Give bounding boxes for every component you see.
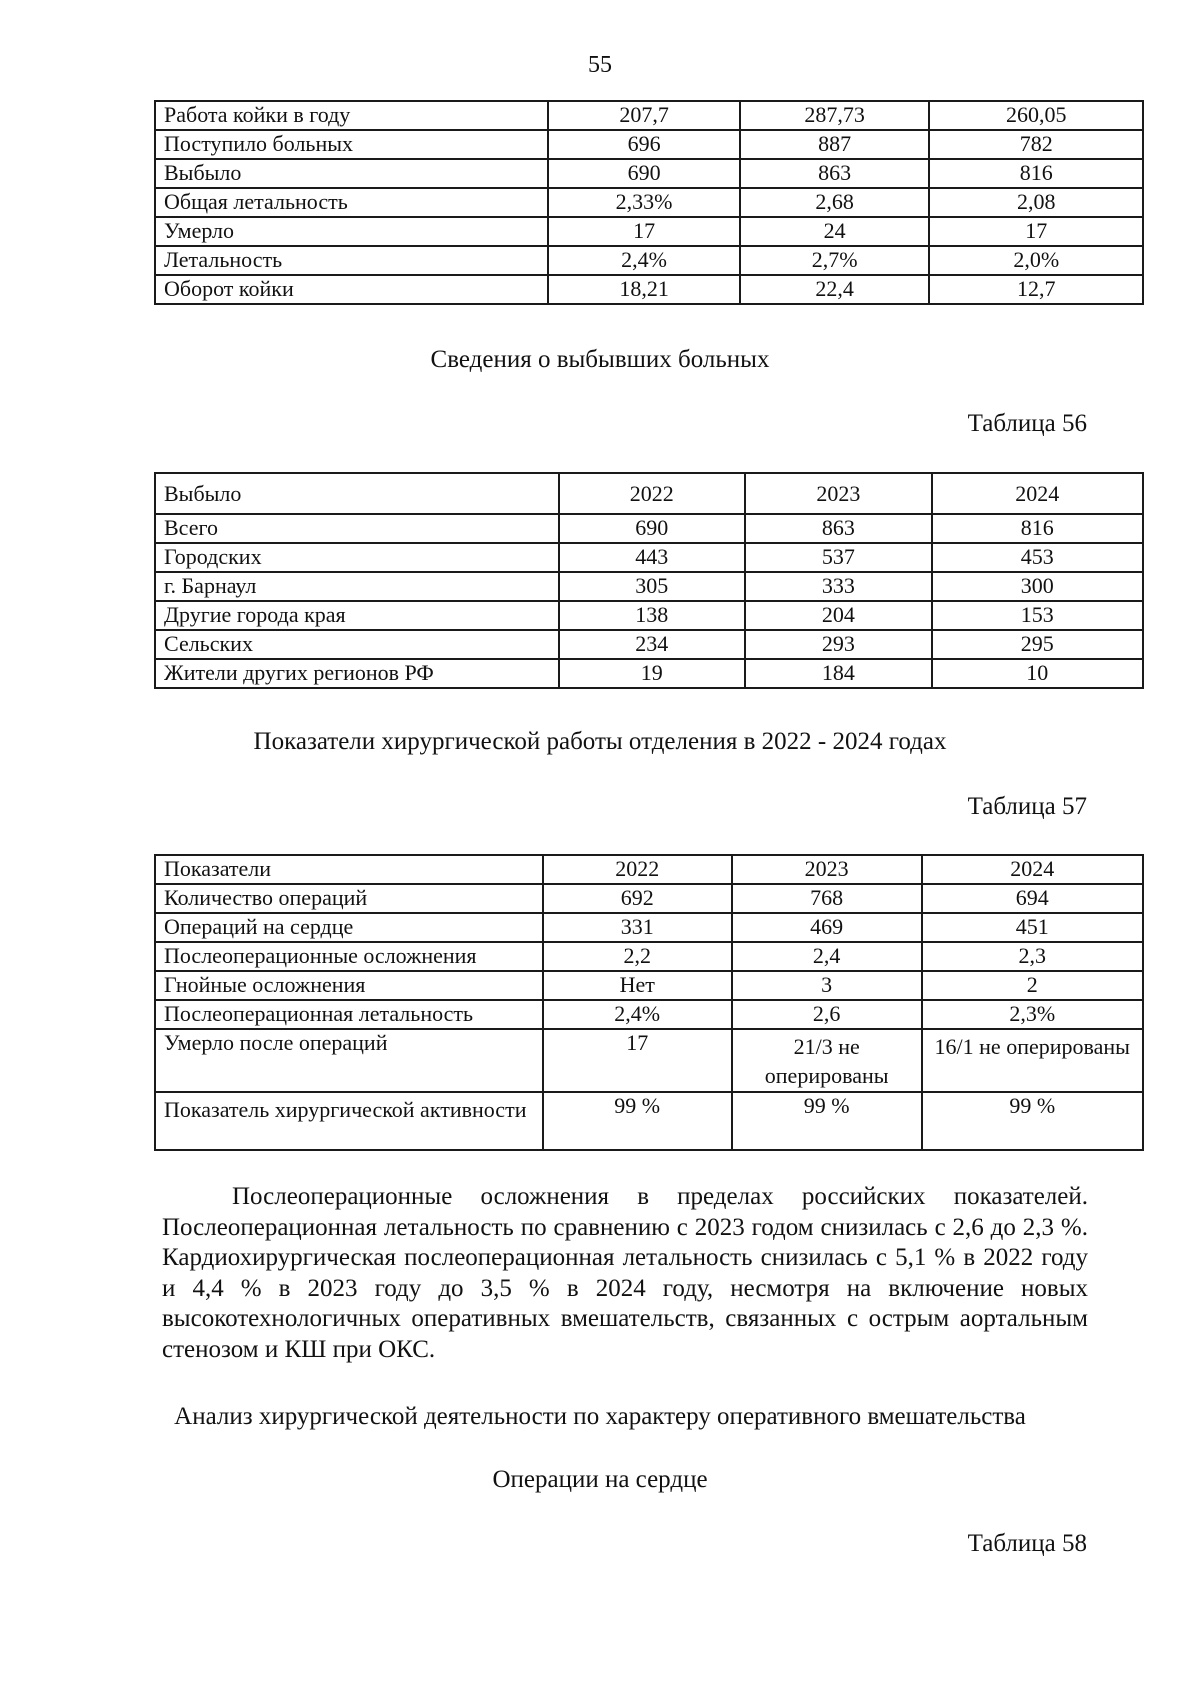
value-2022: 17 [548,217,740,246]
value-2024: 2,08 [929,188,1143,217]
value-2023: 863 [745,514,932,543]
value-2022: 138 [559,601,746,630]
header-2024: 2024 [922,855,1144,884]
value-2024: 816 [929,159,1143,188]
table-row [155,1000,1143,1029]
value-2024: 153 [932,601,1143,630]
value-2022: 690 [548,159,740,188]
table-57-caption: Таблица 57 [967,793,1087,820]
value-2023: 24 [740,217,930,246]
row-label: Всего [155,514,559,543]
value-2022: 19 [559,659,746,688]
value-2022: 443 [559,543,746,572]
header-2022: 2022 [559,473,746,514]
table-57-surgical [154,854,1144,1151]
value-2022: 17 [543,1029,732,1092]
value-2024: 12,7 [929,275,1143,304]
value-2024: 16/1 не оперированы [922,1029,1144,1092]
value-2024: 99 % [922,1092,1144,1150]
value-2024: 816 [932,514,1143,543]
table-header-row [155,473,1143,514]
value-2024: 2,3% [922,1000,1144,1029]
value-2022: 2,2 [543,942,732,971]
row-label: Операций на сердце [155,913,543,942]
table-row [155,913,1143,942]
table-row [155,971,1143,1000]
table-row [155,246,1143,275]
value-2023: 184 [745,659,932,688]
row-label: Выбыло [155,159,548,188]
table-header-row [155,855,1143,884]
value-2024: 453 [932,543,1143,572]
value-2023: 887 [740,130,930,159]
table-row [155,942,1143,971]
header-label: Выбыло [155,473,559,514]
value-2022: 690 [559,514,746,543]
table-row [155,630,1143,659]
row-label: Сельских [155,630,559,659]
value-2023: 3 [732,971,922,1000]
value-2024: 300 [932,572,1143,601]
value-2022: 207,7 [548,101,740,130]
row-label: Другие города края [155,601,559,630]
value-2023: 2,6 [732,1000,922,1029]
table-row [155,601,1143,630]
discharged-section-title: Сведения о выбывших больных [430,346,770,373]
body-paragraph: Послеоперационные осложнения в пределах российских показателей. Послеоперационная летальность по сравнению с 2023 годом снизилась с 2,6 до 2,3 %. Кардиохирургическая послеоперационная летальность снизилась с 5,1 % в 2022 году и 4,4 % в 2023 году до 3,5 % в 2024 году, несмотря на включение новых высокотехнологичных оперативных вмешательств, связанных с острым аортальным стенозом и КШ при ОКС. [162,1183,1088,1363]
table-row [155,130,1143,159]
header-2023: 2023 [745,473,932,514]
header-2023: 2023 [732,855,922,884]
value-2024: 295 [932,630,1143,659]
row-label: Общая летальность [155,188,548,217]
value-2022: 692 [543,884,732,913]
value-2023: 21/3 не оперированы [732,1029,922,1092]
table-row [155,659,1143,688]
value-2024: 694 [922,884,1144,913]
value-2024: 260,05 [929,101,1143,130]
value-2024: 2 [922,971,1144,1000]
value-2023: 22,4 [740,275,930,304]
table-56-discharged [154,472,1144,689]
value-2022: 234 [559,630,746,659]
page-number: 55 [588,52,612,78]
value-2022: Нет [543,971,732,1000]
analysis-title: Анализ хирургической деятельности по характеру оперативного вмешательства [174,1403,1026,1430]
value-2024: 17 [929,217,1143,246]
table-row [155,572,1143,601]
table-row [155,1029,1143,1092]
table-58-caption: Таблица 58 [967,1530,1087,1557]
value-2023: 863 [740,159,930,188]
header-2024: 2024 [932,473,1143,514]
table-row [155,159,1143,188]
value-2022: 2,33% [548,188,740,217]
table-row [155,101,1143,130]
value-2023: 293 [745,630,932,659]
value-2023: 2,68 [740,188,930,217]
value-2022: 2,4% [548,246,740,275]
value-2023: 768 [732,884,922,913]
row-label: Городских [155,543,559,572]
surgical-section-title: Показатели хирургической работы отделения в 2022 - 2024 годах [253,728,947,755]
value-2022: 2,4% [543,1000,732,1029]
row-label: Работа койки в году [155,101,548,130]
row-label: Умерло [155,217,548,246]
value-2023: 287,73 [740,101,930,130]
row-label: Количество операций [155,884,543,913]
row-label: Жители других регионов РФ [155,659,559,688]
value-2023: 204 [745,601,932,630]
heart-operations-title: Операции на сердце [492,1466,708,1493]
table-row [155,275,1143,304]
value-2024: 782 [929,130,1143,159]
value-2022: 696 [548,130,740,159]
header-label: Показатели [155,855,543,884]
value-2022: 18,21 [548,275,740,304]
value-2023: 99 % [732,1092,922,1150]
value-2023: 333 [745,572,932,601]
row-label: Оборот койки [155,275,548,304]
value-2022: 331 [543,913,732,942]
table-56-caption: Таблица 56 [967,410,1087,437]
table-row [155,543,1143,572]
value-2022: 99 % [543,1092,732,1150]
row-label: Послеоперационная летальность [155,1000,543,1029]
value-2023: 537 [745,543,932,572]
table-row [155,217,1143,246]
value-2023: 2,4 [732,942,922,971]
value-2024: 2,3 [922,942,1144,971]
table-row [155,188,1143,217]
table-row [155,1092,1143,1150]
value-2024: 10 [932,659,1143,688]
row-label: г. Барнаул [155,572,559,601]
value-2023: 469 [732,913,922,942]
row-label: Летальность [155,246,548,275]
table-row [155,884,1143,913]
value-2024: 451 [922,913,1144,942]
row-label: Послеоперационные осложнения [155,942,543,971]
value-2024: 2,0% [929,246,1143,275]
row-label: Показатель хирургической активности [155,1092,543,1150]
value-2023: 2,7% [740,246,930,275]
row-label: Гнойные осложнения [155,971,543,1000]
value-2022: 305 [559,572,746,601]
table-row [155,514,1143,543]
table-bed-indicators [154,100,1144,305]
header-2022: 2022 [543,855,732,884]
row-label: Поступило больных [155,130,548,159]
row-label: Умерло после операций [155,1029,543,1092]
